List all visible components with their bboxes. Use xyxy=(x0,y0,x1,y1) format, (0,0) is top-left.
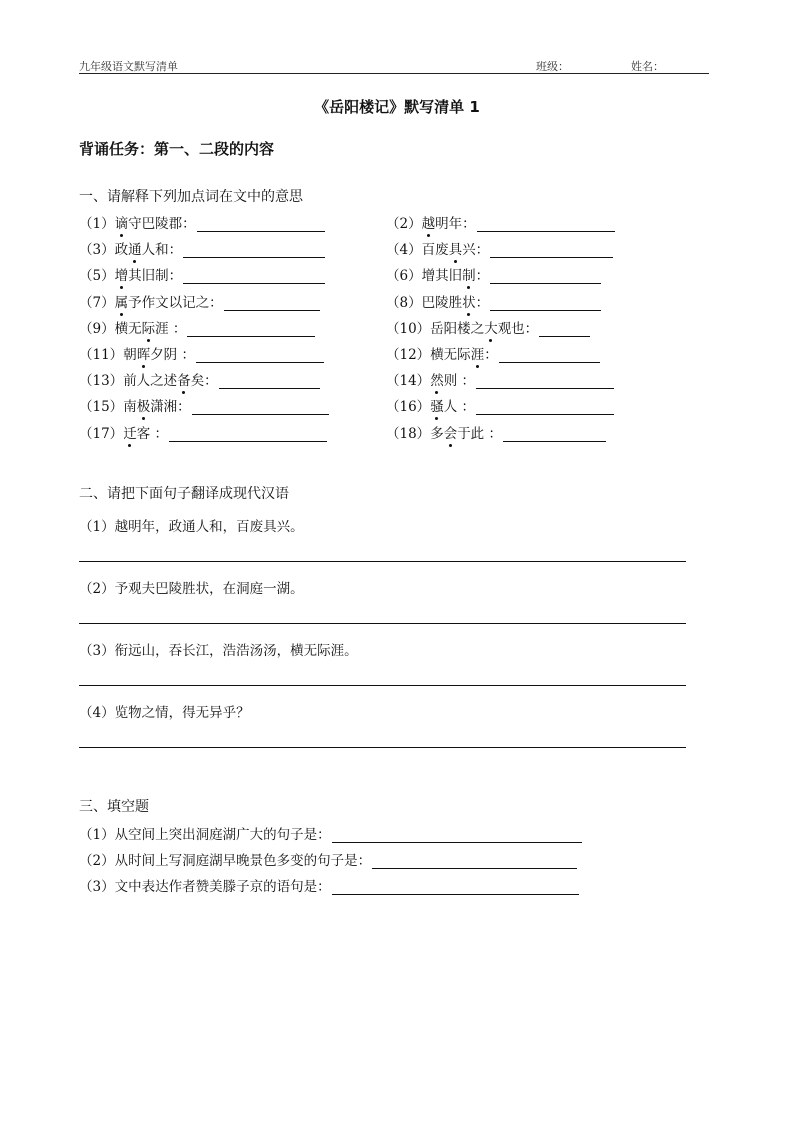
item-number: （2） xyxy=(386,216,422,232)
answer-blank[interactable] xyxy=(183,243,325,258)
item-text: 则 ： xyxy=(443,373,475,390)
answer-blank[interactable] xyxy=(332,880,579,895)
vocab-item xyxy=(386,343,600,363)
translation-sentence: （4）览物之情，得无异乎？ xyxy=(79,705,250,721)
answer-blank[interactable] xyxy=(219,374,320,389)
item-text: 前人之述 xyxy=(123,373,178,390)
item-text: 政 xyxy=(114,242,129,259)
item-number: （1） xyxy=(79,216,115,232)
answer-blank[interactable] xyxy=(187,322,315,337)
fill-question: （2）从时间上写洞庭湖早晚景色多变的句子是： xyxy=(79,853,372,869)
dotted-word: 会 xyxy=(444,422,458,442)
dotted-word: 际 xyxy=(142,317,156,337)
fill-question: （3）文中表达作者赞美滕子京的语句是： xyxy=(79,879,331,895)
vocab-item xyxy=(386,369,614,389)
item-number: （10） xyxy=(386,320,431,337)
vocab-item xyxy=(79,317,315,337)
item-text: 观也： xyxy=(497,320,539,337)
item-text: 横无际 xyxy=(430,347,471,363)
dotted-word: 备 xyxy=(177,369,191,389)
item-number: （4） xyxy=(386,242,422,259)
item-text: 予作文以记之： xyxy=(128,294,223,311)
page-header xyxy=(79,57,709,74)
vocab-item xyxy=(386,395,614,415)
vocab-item xyxy=(79,395,329,415)
answer-blank[interactable] xyxy=(490,243,613,258)
answer-blank[interactable] xyxy=(490,269,601,284)
answer-blank[interactable] xyxy=(476,400,614,415)
fill-item xyxy=(79,823,582,843)
item-text: 涯 ： xyxy=(155,320,187,337)
item-text: ： xyxy=(475,268,490,285)
answer-blank[interactable] xyxy=(372,854,577,869)
item-text: 兴： xyxy=(462,242,490,259)
item-text: 岳阳楼之 xyxy=(430,320,485,337)
item-number: （11） xyxy=(79,347,124,363)
vocab-item xyxy=(79,369,320,389)
item-number: （16） xyxy=(386,399,431,416)
item-text: 多 xyxy=(430,425,444,442)
item-text: 增其旧 xyxy=(421,268,463,285)
dotted-word: 属 xyxy=(115,291,129,311)
section1-heading: 一、请解释下列加点词在文中的意思 xyxy=(79,189,303,205)
answer-blank[interactable] xyxy=(169,427,327,442)
answer-blank[interactable] xyxy=(539,322,590,337)
answer-blank[interactable] xyxy=(476,374,614,389)
fill-item xyxy=(79,849,577,869)
vocab-item xyxy=(79,343,324,363)
item-number: （15） xyxy=(79,399,124,416)
header-name-label: 姓名： xyxy=(631,60,664,73)
dotted-word: 状 xyxy=(462,291,476,311)
item-text: 人 ： xyxy=(443,399,475,416)
vocab-item xyxy=(386,212,615,232)
item-text: 夕阴 ： xyxy=(150,347,195,363)
vocab-item xyxy=(79,422,327,442)
item-text: 于此 ： xyxy=(457,425,502,442)
answer-blank[interactable] xyxy=(499,348,600,363)
fill-question: （1）从空间上突出洞庭湖广大的句子是： xyxy=(79,827,331,843)
fill-item xyxy=(79,875,579,895)
page-title: 《岳阳楼记》默写清单 1 xyxy=(314,98,480,116)
dotted-word: 增 xyxy=(115,264,129,284)
item-number: （12） xyxy=(386,347,431,363)
item-number: （7） xyxy=(79,294,115,311)
section3-heading: 三、填空题 xyxy=(79,799,149,815)
answer-blank[interactable] xyxy=(477,217,615,232)
vocab-item xyxy=(386,291,601,311)
answer-blank[interactable] xyxy=(490,296,601,311)
item-text: ： xyxy=(484,347,498,363)
item-text: 朝 xyxy=(123,347,137,363)
translation-answer-line[interactable] xyxy=(79,685,686,686)
item-number: （17） xyxy=(79,425,124,442)
item-text: 横无 xyxy=(114,320,142,337)
dotted-word: 具 xyxy=(449,238,463,258)
dotted-word: 涯 xyxy=(471,343,485,363)
vocab-item xyxy=(386,317,590,337)
item-number: （9） xyxy=(79,320,115,337)
item-text: 其旧制： xyxy=(128,268,183,285)
item-text: 南 xyxy=(123,399,137,416)
item-text: 明年： xyxy=(435,216,476,232)
item-text: 潇湘： xyxy=(150,399,191,416)
translation-answer-line[interactable] xyxy=(79,623,686,624)
item-number: （5） xyxy=(79,268,115,285)
item-text: ： xyxy=(475,294,490,311)
item-number: （6） xyxy=(386,268,422,285)
item-number: （18） xyxy=(386,425,431,442)
dotted-word: 通 xyxy=(128,238,142,258)
dotted-word: 迁 xyxy=(123,422,137,442)
dotted-word: 然 xyxy=(430,369,444,389)
dotted-word: 极 xyxy=(137,395,151,415)
item-text: 矣： xyxy=(190,373,218,390)
recitation-task: 背诵任务：第一、二段的内容 xyxy=(79,140,275,158)
vocab-item xyxy=(386,238,613,258)
translation-answer-line[interactable] xyxy=(79,561,686,562)
answer-blank[interactable] xyxy=(503,427,606,442)
item-text: 客 ： xyxy=(136,425,168,442)
item-text: 人和： xyxy=(141,242,183,259)
item-number: （14） xyxy=(386,373,431,390)
item-number: （13） xyxy=(79,373,124,390)
vocab-item xyxy=(79,212,325,232)
item-number: （8） xyxy=(386,294,422,311)
answer-blank[interactable] xyxy=(196,348,324,363)
translation-sentence: （2）予观夫巴陵胜状，在洞庭一湖。 xyxy=(79,581,304,597)
item-text: 百废 xyxy=(421,242,449,259)
vocab-item xyxy=(79,264,325,284)
answer-blank[interactable] xyxy=(197,217,325,232)
dotted-word: 谪 xyxy=(115,212,129,232)
dotted-word: 骚 xyxy=(430,395,444,415)
dotted-word: 晖 xyxy=(137,343,151,363)
answer-blank[interactable] xyxy=(224,296,320,311)
dotted-word: 大 xyxy=(484,317,498,337)
translation-answer-line[interactable] xyxy=(79,747,686,748)
vocab-item xyxy=(79,291,320,311)
vocab-item xyxy=(79,238,325,258)
answer-blank[interactable] xyxy=(183,269,325,284)
item-text: 巴陵胜 xyxy=(421,294,463,311)
vocab-item xyxy=(386,264,601,284)
answer-blank[interactable] xyxy=(332,828,582,843)
section2-heading: 二、请把下面句子翻译成现代汉语 xyxy=(79,486,289,502)
item-text: 守巴陵郡： xyxy=(128,216,196,232)
header-doc-name: 九年级语文默写清单 xyxy=(79,60,178,73)
dotted-word: 越 xyxy=(422,212,436,232)
dotted-word: 制 xyxy=(462,264,476,284)
header-class-label: 班级： xyxy=(536,60,569,73)
item-number: （3） xyxy=(79,242,115,259)
translation-sentence: （3）衔远山，吞长江，浩浩汤汤，横无际涯。 xyxy=(79,643,358,659)
translation-sentence: （1）越明年，政通人和，百废具兴。 xyxy=(79,519,304,535)
answer-blank[interactable] xyxy=(192,400,329,415)
vocab-item xyxy=(386,422,606,442)
